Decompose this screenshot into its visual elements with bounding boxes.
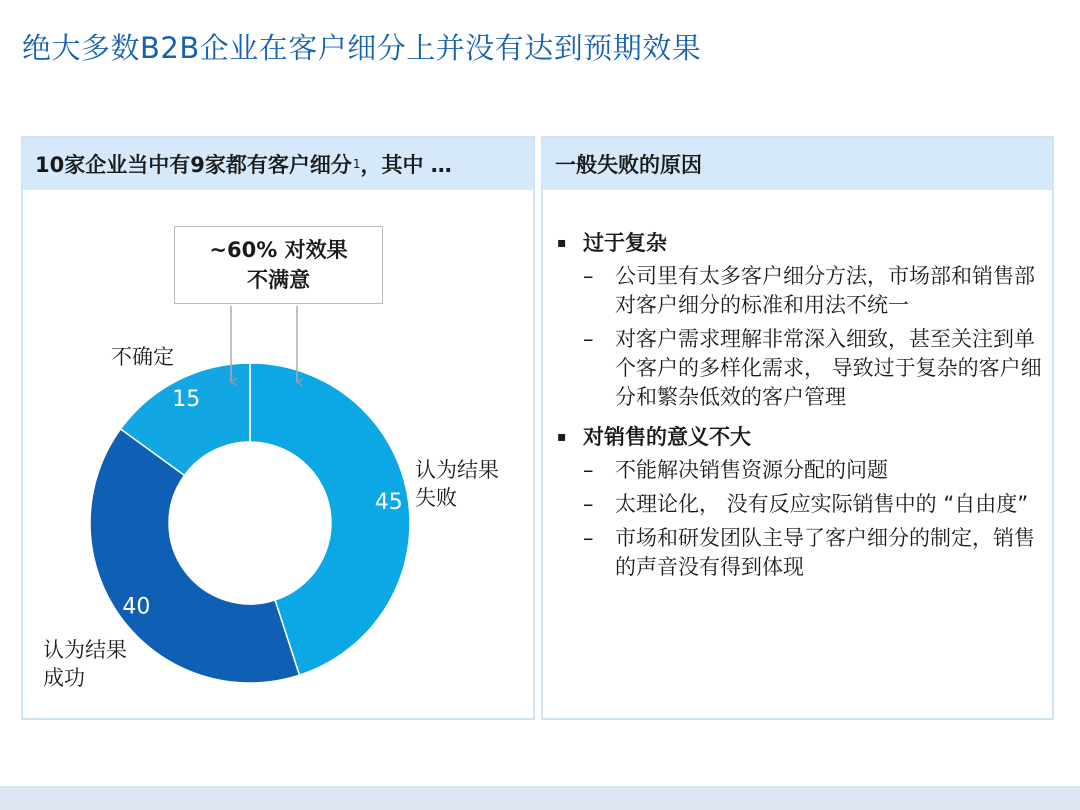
- fail-label: [415, 456, 499, 512]
- left-header-text: 10家企业当中有9家都有客户细分: [35, 153, 352, 177]
- reason-label: 对销售的意义不大: [583, 425, 751, 449]
- right-panel: [541, 136, 1054, 720]
- sub-reason-text: 太理论化， 没有反应实际销售中的 “自由度”: [615, 492, 1029, 516]
- sub-reason: [583, 325, 1045, 412]
- donut-value-fail: 45: [374, 490, 403, 516]
- fail-label-line2: 失败: [415, 486, 457, 510]
- reason-item: [555, 422, 1045, 582]
- sub-reason-text: 市场和研发团队主导了客户细分的制定，销售的声音没有得到体现: [615, 526, 1035, 579]
- bullet-icon: ▪: [557, 429, 567, 445]
- success-label-line2: 成功: [43, 666, 85, 690]
- sub-reason-text: 不能解决销售资源分配的问题: [615, 458, 888, 482]
- footer-band: [0, 786, 1080, 810]
- left-header-tail: ，其中 …: [360, 153, 452, 177]
- donut-value-success: 40: [122, 594, 151, 620]
- reason-item: [555, 228, 1045, 412]
- callout-line2: 不满意: [247, 268, 310, 292]
- sub-reason: [583, 456, 1045, 485]
- dash-icon: –: [583, 492, 594, 516]
- sub-reason-text: 对客户需求理解非常深入细致，甚至关注到单个客户的多样化需求， 导致过于复杂的客户细分和繁杂低效的客户管理: [615, 327, 1042, 409]
- dash-icon: –: [583, 526, 594, 550]
- bullet-icon: ▪: [557, 235, 567, 251]
- success-label-line1: 认为结果: [43, 638, 127, 662]
- dash-icon: –: [583, 327, 594, 351]
- callout-line1: ~60% 对效果: [209, 238, 348, 262]
- donut-value-unsure: 15: [172, 386, 201, 412]
- sub-reason-text: 公司里有太多客户细分方法，市场部和销售部对客户细分的标准和用法不统一: [615, 264, 1035, 317]
- footnote-marker: 1: [352, 157, 361, 171]
- unsure-label: 不确定: [111, 345, 174, 369]
- sub-reason: [583, 490, 1045, 519]
- dash-icon: –: [583, 458, 594, 482]
- reason-label: 过于复杂: [583, 231, 667, 255]
- sub-reason: [583, 524, 1045, 582]
- success-label: [43, 636, 127, 692]
- donut-chart: [23, 138, 533, 718]
- page-title: 绝大多数B2B企业在客户细分上并没有达到预期效果: [22, 31, 702, 65]
- reasons-list: [555, 228, 1045, 592]
- fail-label-line1: 认为结果: [415, 458, 499, 482]
- dash-icon: –: [583, 264, 594, 288]
- left-panel: [21, 136, 535, 720]
- sub-reason: [583, 262, 1045, 320]
- reason-sublist: [583, 456, 1045, 582]
- dissatisfied-callout: [174, 226, 383, 304]
- reason-sublist: [583, 262, 1045, 412]
- right-panel-header: 一般失败的原因: [543, 138, 1052, 190]
